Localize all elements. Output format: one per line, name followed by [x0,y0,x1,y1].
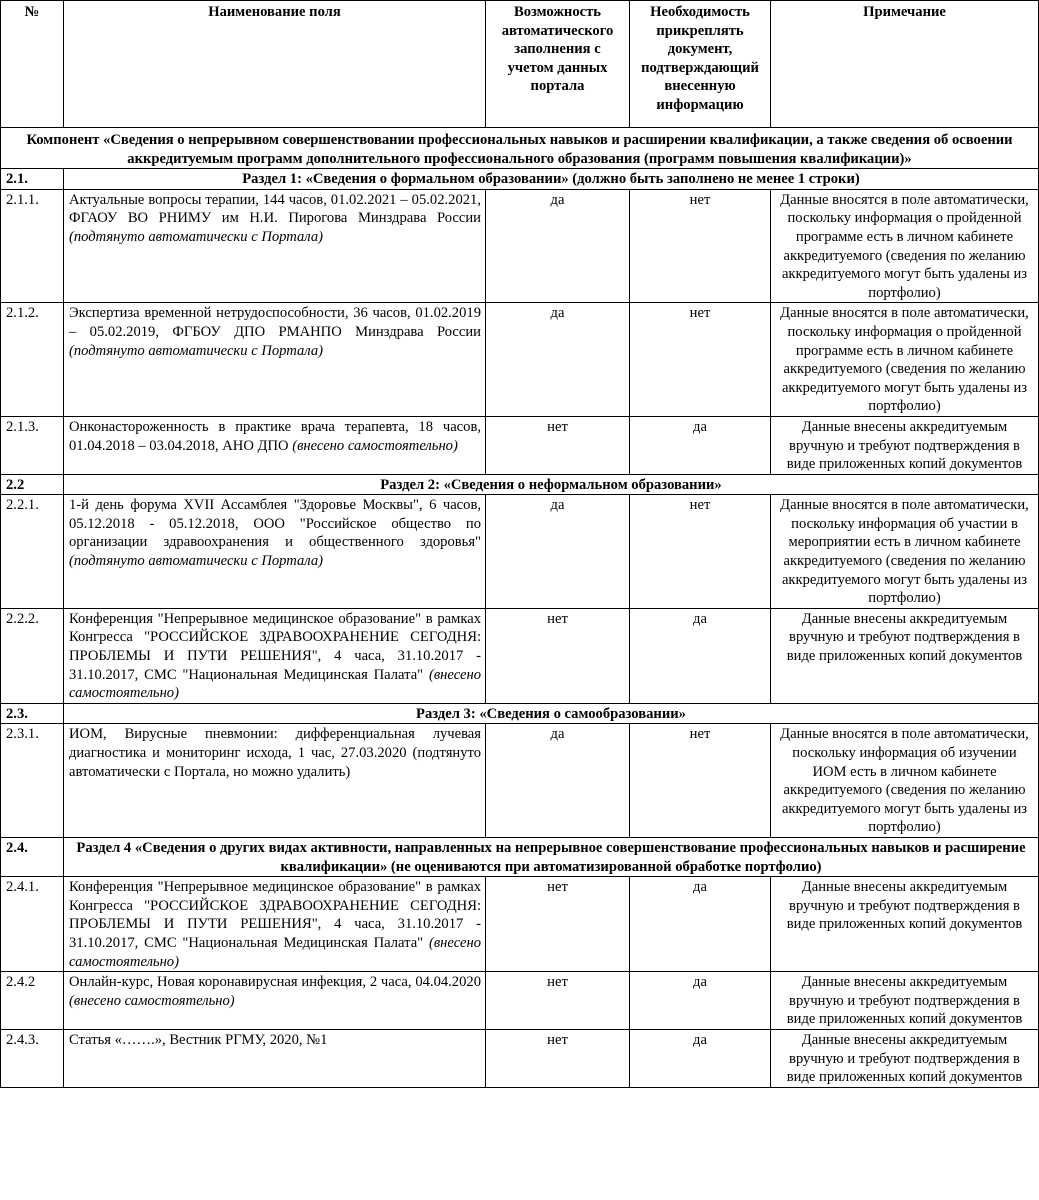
row-auto: нет [486,972,630,1030]
section-num: 2.1. [1,169,64,190]
row-note: Данные внесены аккредитуемым вручную и требуют подтверждения в виде приложенных копий документов [771,877,1039,972]
header-attach: Необходимость прикреплять документ, подтверждающий внесенную информацию [630,1,771,128]
header-num: № [1,1,64,128]
row-attach: да [630,416,771,474]
table-row [1,724,1039,838]
row-source: (внесено самостоятельно) [69,666,482,702]
row-name [64,877,486,972]
row-note: Данные вносятся в поле автоматически, поскольку информация о пройденной программе есть в личном кабинете аккредитуемого (сведения по желанию аккредитуемого могут быть удалены из портфолио) [771,189,1039,303]
row-text: Конференция "Непрерывное медицинское образование" в рамках Конгресса "РОССИЙСКОЕ ЗДРАВООХРАНЕНИЕ СЕГОДНЯ: ПРОБЛЕМЫ И ПУТИ РЕШЕНИЯ", 4 часа, 31.10.2017 - 31.10.2017, СМС "Национальная Медицинская Палата" [69,610,481,683]
row-num: 2.4.1. [1,877,64,972]
table-row [1,877,1039,972]
header-auto: Возможность автоматического заполнения с учетом данных портала [486,1,630,128]
row-source: (внесено самостоятельно) [69,992,235,1009]
row-source: (внесено самостоятельно) [292,437,458,454]
section-row [1,169,1039,190]
row-source: (подтянуто автоматически с Портала) [69,342,323,359]
row-attach: нет [630,724,771,838]
row-attach: да [630,877,771,972]
row-note: Данные внесены аккредитуемым вручную и требуют подтверждения в виде приложенных копий документов [771,972,1039,1030]
row-text: 1-й день форума XVII Ассамблея "Здоровье Москвы", 6 часов, 05.12.2018 - 05.12.2018, ООО "Российское общество по организации здравоохранения и общественного здоровья" [69,497,481,551]
row-name [64,608,486,703]
section-title: Раздел 4 «Сведения о других видах активности, направленных на непрерывное совершенствование профессиональных навыков и расширение квалификации» (не оцениваются при автоматизированной обработке портфолио) [64,837,1039,876]
row-auto: да [486,189,630,303]
section-row [1,703,1039,724]
row-auto: нет [486,416,630,474]
header-name: Наименование поля [64,1,486,128]
table-row [1,495,1039,609]
row-auto: нет [486,877,630,972]
row-note: Данные вносятся в поле автоматически, поскольку информация о пройденной программе есть в личном кабинете аккредитуемого (сведения по желанию аккредитуемого могут быть удалены из портфолио) [771,303,1039,417]
row-name [64,416,486,474]
component-title: Компонент «Сведения о непрерывном совершенствовании профессиональных навыков и расширении квалификации, а также сведения об освоении аккредитуемым программ дополнительного профессионального образования (программ повышения квалификации)» [1,128,1039,169]
row-source: (внесено самостоятельно) [69,934,482,970]
row-num: 2.3.1. [1,724,64,838]
row-auto: да [486,495,630,609]
component-row [1,128,1039,169]
row-name [64,495,486,609]
row-num: 2.4.3. [1,1029,64,1087]
section-title: Раздел 2: «Сведения о неформальном образовании» [64,474,1039,495]
row-num: 2.1.3. [1,416,64,474]
section-num: 2.2 [1,474,64,495]
table-row [1,189,1039,303]
row-attach: да [630,608,771,703]
section-num: 2.4. [1,837,64,876]
row-name [64,303,486,417]
row-auto: да [486,303,630,417]
section-title: Раздел 3: «Сведения о самообразовании» [64,703,1039,724]
row-attach: да [630,1029,771,1087]
row-source: (подтянуто автоматически с Портала) [69,228,323,245]
row-text: Актуальные вопросы терапии, 144 часов, 01.02.2021 – 05.02.2021, ФГАОУ ВО РНИМУ им Н.И. Пирогова Минздрава России [69,191,481,227]
table-row [1,608,1039,703]
row-attach: нет [630,189,771,303]
row-name [64,189,486,303]
row-name [64,972,486,1030]
row-text: ИОМ, Вирусные пневмонии: дифференциальная лучевая диагностика и мониторинг исхода, 1 час, 27.03.2020 (подтянуто автоматически с Портала, но можно удалить) [69,726,481,780]
row-attach: нет [630,303,771,417]
header-row [1,1,1039,128]
row-num: 2.1.1. [1,189,64,303]
row-name [64,1029,486,1087]
section-num: 2.3. [1,703,64,724]
row-num: 2.2.2. [1,608,64,703]
table-row [1,303,1039,417]
row-text: Экспертиза временной нетрудоспособности, 36 часов, 01.02.2019 – 05.02.2019, ФГБОУ ДПО РМАНПО Минздрава России [69,305,481,340]
row-note: Данные вносятся в поле автоматически, поскольку информация об участии в мероприятии есть в личном кабинете аккредитуемого (сведения по желанию аккредитуемого могут быть удалены из портфолио) [771,495,1039,609]
header-note: Примечание [771,1,1039,128]
row-note: Данные внесены аккредитуемым вручную и требуют подтверждения в виде приложенных копий документов [771,1029,1039,1087]
row-auto: нет [486,1029,630,1087]
section-row [1,837,1039,876]
row-auto: да [486,724,630,838]
section-row [1,474,1039,495]
row-source: (подтянуто автоматически с Портала) [69,553,323,570]
row-text: Статья «…….», Вестник РГМУ, 2020, №1 [69,1031,328,1048]
row-attach: да [630,972,771,1030]
row-note: Данные вносятся в поле автоматически, поскольку информация об изучении ИОМ есть в личном кабинете аккредитуемого (сведения по желанию аккредитуемого могут быть удалены из портфолио) [771,724,1039,838]
row-text: Онлайн-курс, Новая коронавирусная инфекция, 2 часа, 04.04.2020 [69,974,481,991]
table-row [1,1029,1039,1087]
row-auto: нет [486,608,630,703]
row-name [64,724,486,838]
row-note: Данные внесены аккредитуемым вручную и требуют подтверждения в виде приложенных копий документов [771,416,1039,474]
row-attach: нет [630,495,771,609]
section-title: Раздел 1: «Сведения о формальном образовании» (должно быть заполнено не менее 1 строки) [64,169,1039,190]
row-num: 2.1.2. [1,303,64,417]
row-num: 2.4.2 [1,972,64,1030]
row-text: Конференция "Непрерывное медицинское образование" в рамках Конгресса "РОССИЙСКОЕ ЗДРАВООХРАНЕНИЕ СЕГОДНЯ: ПРОБЛЕМЫ И ПУТИ РЕШЕНИЯ", 4 часа, 31.10.2017 - 31.10.2017, СМС "Национальная Медицинская Палата" [69,879,481,951]
row-note: Данные внесены аккредитуемым вручную и требуют подтверждения в виде приложенных копий документов [771,608,1039,703]
row-text: Онконастороженность в практике врача терапевта, 18 часов, 01.04.2018 – 03.04.2018, АНО ДПО [69,418,481,454]
table-row [1,972,1039,1030]
table-row [1,416,1039,474]
row-num: 2.2.1. [1,495,64,609]
